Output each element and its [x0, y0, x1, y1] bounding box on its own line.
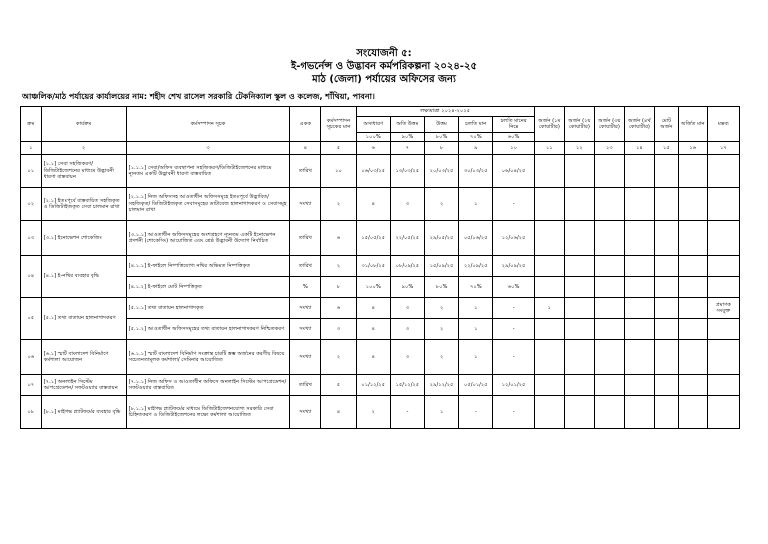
row-total [654, 298, 678, 319]
row-weight: ২ [321, 340, 356, 375]
row-q3 [594, 375, 624, 396]
row-target-3: ২ [425, 340, 459, 375]
row-target-2: ১৫/১২/২৫ [390, 375, 424, 396]
table-header-row [21, 107, 740, 117]
col-header-q1: অর্জন (১ম কোয়ার্টার) [534, 107, 564, 142]
row-indicator: [২.১.১] নিজ অফিসসহ আওতাধীন অফিসসমূহে ইতঃপূর্বে উদ্ভাবিত/সহজিকৃত/ ডিজিটাইজকৃত সেবাসমূহের ডাটাবেজ হালনাগাদকরণ ও সেবাসমূহ চালমান রাখা [126, 188, 290, 221]
row-q3 [594, 256, 624, 277]
row-indicator: [৪.১.১] ই-ফাইলে নিষ্পত্তিযোগ্য নথির অভিমত নিষ্পত্তিকৃত [126, 256, 290, 277]
row-target-4: ৩০/০৩/২৫ [459, 155, 493, 188]
row-remarks [707, 340, 739, 375]
row-q2 [564, 188, 594, 221]
column-number: ১৭ [707, 142, 739, 155]
row-remarks [707, 375, 739, 396]
col-header-p2: ৯০% [390, 132, 424, 142]
column-number: ৫ [321, 142, 356, 155]
table-row [21, 221, 740, 256]
column-number: ১১ [534, 142, 564, 155]
column-number: ১২ [564, 142, 594, 155]
row-unit: সংখ্যা [290, 340, 321, 375]
row-activity: [৪.১] ই-নথির ব্যবহার বৃদ্ধি [41, 256, 126, 298]
col-header-target-group: লক্ষ্যমাত্রা ২০২৪-২০২৫ [356, 107, 534, 117]
row-q4 [624, 375, 654, 396]
row-target-2: ০৮/০৯/২৫ [390, 256, 424, 277]
row-unit: সংখ্যা [290, 298, 321, 319]
row-score [678, 396, 707, 429]
row-target-5: - [493, 340, 534, 375]
row-target-1: ০৬/০৩/২৫ [356, 155, 390, 188]
row-remarks [707, 277, 739, 298]
row-q2 [564, 221, 594, 256]
column-number: ২ [41, 142, 126, 155]
row-indicator: [১.১.১] সেবা/অফিস ব্যবস্থাপনা সহজিকরণ/ডিজিটাইজেশনের মাধ্যমে ন্যূনতম একটি উদ্ভাবনী ধারণা বাস্তবায়িত [126, 155, 290, 188]
row-total [654, 396, 678, 429]
row-q2 [564, 340, 594, 375]
row-target-2: - [390, 396, 424, 429]
row-remarks [707, 256, 739, 277]
row-indicator: [৬.১.১] স্মার্ট বাংলাদেশ বিনির্মাণ সংক্রান্ত চারটি স্তম্ভ অর্জনের করণীয় বিষয়ে সচেতনতামূলক কর্মশালা/ সেমিনার আয়োজিত [126, 340, 290, 375]
column-number: ১৫ [654, 142, 678, 155]
row-q2 [564, 319, 594, 340]
col-header-unit: একক [290, 107, 321, 142]
row-target-5: - [493, 298, 534, 319]
column-number: ১০ [493, 142, 534, 155]
row-unit: % [290, 277, 321, 298]
row-target-4: ১ [459, 298, 493, 319]
row-unit: তারিখ [290, 155, 321, 188]
row-sl: ০২ [21, 188, 42, 221]
row-sl: ০৫ [21, 298, 42, 340]
row-remarks [707, 396, 739, 429]
row-activity: [৭.১] অনলাইন সিস্টেম আপগ্রেডেশন/ সফটওয়্যার বাস্তবায়ন [41, 375, 126, 396]
row-q3 [594, 155, 624, 188]
row-indicator: [৭.১.১] নিজ অফিস ও আওতাধীন অফিসে অনলাইন সিস্টেম আপগ্রেডেশন/ সফটওয়্যার বাস্তবায়িত [126, 375, 290, 396]
row-q1 [534, 155, 564, 188]
row-score [678, 188, 707, 221]
row-total [654, 277, 678, 298]
row-target-1: ৪ [356, 298, 390, 319]
row-target-3: ৮০% [425, 277, 459, 298]
row-unit: তারিখ [290, 256, 321, 277]
row-indicator: [৫.১.২] আওতাধীন অফিসসমূহের তথ্য বাতায়ন হালনাগাদকরণ নিশ্চিতকরণ [126, 319, 290, 340]
row-target-1: ১৫/০৫/২৫ [356, 221, 390, 256]
row-target-4: ১ [459, 188, 493, 221]
col-header-t5: চলতি মানের নিম্নে [493, 116, 534, 132]
row-target-3: ১ [425, 396, 459, 429]
row-activity: [২.১] ইতঃপূর্বে বাস্তবায়িত সহজিকৃত ও ডিজিটাইজকৃত সেবা চালমান রাখা [41, 188, 126, 221]
row-target-5: ২৯/০৯/২৫ [493, 256, 534, 277]
row-target-3: ২ [425, 188, 459, 221]
row-indicator: [৩.১.১] আওতাধীন অফিসসমূহের অংশগ্রহণে ন্যূনতম একটি ইনোভেশন প্রদর্শনী (শোকেসিং) আয়োজিত এবং শ্রেষ্ঠ উদ্ভাবনী উদ্যোগ নির্বাচিত [126, 221, 290, 256]
row-q3 [594, 277, 624, 298]
col-header-t3: উত্তম [425, 116, 459, 132]
row-q1 [534, 221, 564, 256]
row-target-4: ১ [459, 319, 493, 340]
row-score [678, 319, 707, 340]
row-total [654, 256, 678, 277]
row-sl: ০১ [21, 155, 42, 188]
row-q1 [534, 319, 564, 340]
row-q4 [624, 256, 654, 277]
row-score [678, 277, 707, 298]
office-name: আঞ্চলিক/মাঠ পর্যায়ের কার্যালয়ের নাম: শহীদ শেখ রাসেল সরকারি টেকনিক্যাল স্কুল ও কলেজ, শাঁথিয়া, পাবনা। [22, 92, 375, 101]
col-header-sl: ক্রম [21, 107, 42, 142]
row-q4 [624, 298, 654, 319]
row-q4 [624, 221, 654, 256]
row-weight: ১০ [321, 155, 356, 188]
col-header-score: অর্জিত মান [678, 107, 707, 142]
column-number: ১৪ [624, 142, 654, 155]
document-title: ই-গভর্নেন্স ও উদ্ভাবন কর্মপরিকল্পনা ২০২৪-২৫ [291, 61, 477, 72]
row-remarks: প্রমাণক সংযুক্ত [707, 298, 739, 319]
col-header-total: মোট অর্জন [654, 107, 678, 142]
row-q1 [534, 256, 564, 277]
row-target-5: ১২/০৬/২৫ [493, 221, 534, 256]
row-q1 [534, 396, 564, 429]
row-score [678, 375, 707, 396]
col-header-q2: অর্জন (২য় কোয়ার্টার) [564, 107, 594, 142]
row-q2 [564, 155, 594, 188]
row-weight: ৩ [321, 319, 356, 340]
row-q3 [594, 221, 624, 256]
row-q1 [534, 375, 564, 396]
table-row [21, 155, 740, 188]
row-score [678, 155, 707, 188]
row-weight: ২ [321, 256, 356, 277]
row-total [654, 375, 678, 396]
row-score [678, 340, 707, 375]
row-target-5: - [493, 396, 534, 429]
col-header-t1: অসাধারণ [356, 116, 390, 132]
row-weight: ৪ [321, 396, 356, 429]
col-header-p5: ৬০% [493, 132, 534, 142]
row-q2 [564, 396, 594, 429]
row-target-4: - [459, 396, 493, 429]
row-indicator: [৮.১.১] মাইগভ প্ল্যাটফর্মের মাধ্যমে ডিজিটাইজেশনযোগ্য সরকারি সেবা চিহ্নিতকরণ ও ডিজিটাইজেশনের লক্ষ্যে কর্মশালা আয়োজিত [126, 396, 290, 429]
col-header-indicator: কর্মসম্পাদন সূচক [126, 107, 290, 142]
row-target-5: - [493, 319, 534, 340]
table-row [21, 375, 740, 396]
row-target-3: ২ [425, 298, 459, 319]
row-target-3: ১৫/০৯/২৫ [425, 256, 459, 277]
row-target-4: ৭০% [459, 277, 493, 298]
row-unit: সংখ্যা [290, 319, 321, 340]
row-score [678, 298, 707, 319]
row-q4 [624, 188, 654, 221]
row-total [654, 319, 678, 340]
row-q4 [624, 155, 654, 188]
col-header-t2: অতি উত্তম [390, 116, 424, 132]
document-subtitle: মাঠ (জেলা) পর্যায়ের অফিসের জন্য [312, 74, 456, 85]
column-number: ১৩ [594, 142, 624, 155]
row-q1 [534, 277, 564, 298]
row-sl: ০৭ [21, 375, 42, 396]
row-q1 [534, 340, 564, 375]
table-row [21, 396, 740, 429]
row-remarks [707, 221, 739, 256]
row-target-1: ৪ [356, 188, 390, 221]
col-header-q4: অর্জন (৪র্থ কোয়ার্টার) [624, 107, 654, 142]
column-number: ১৬ [678, 142, 707, 155]
row-indicator: [৫.১.১] তথ্য বাতায়ন হালনাগাদকৃত [126, 298, 290, 319]
row-target-1: ৩১/০৮/২৫ [356, 256, 390, 277]
row-target-2: ৩ [390, 340, 424, 375]
row-activity: [৫.১] তথ্য বাতায়ন হালনাগাদকরণ [41, 298, 126, 340]
row-target-3: ২ [425, 319, 459, 340]
row-q1 [534, 188, 564, 221]
row-weight: ৫ [321, 375, 356, 396]
appendix-label: সংযোজনী ৫: [356, 48, 412, 59]
row-target-2: ৩ [390, 188, 424, 221]
row-target-2: ৩ [390, 319, 424, 340]
row-target-5: ০৬/০৪/২৫ [493, 155, 534, 188]
row-target-1: ০১/১২/২৫ [356, 375, 390, 396]
row-sl: ০৩ [21, 221, 42, 256]
col-header-p1: ১০০% [356, 132, 390, 142]
row-q4 [624, 396, 654, 429]
row-score [678, 221, 707, 256]
row-sl: ০৬ [21, 340, 42, 375]
row-weight: ৮ [321, 277, 356, 298]
row-total [654, 221, 678, 256]
action-plan-table [20, 106, 740, 429]
row-indicator: [৪.১.২] ই-ফাইলে মোট নিষ্পত্তিকৃত [126, 277, 290, 298]
row-total [654, 340, 678, 375]
row-q2 [564, 277, 594, 298]
row-q4 [624, 319, 654, 340]
row-target-4: ২২/০৯/২৫ [459, 256, 493, 277]
row-q4 [624, 340, 654, 375]
row-sl: ০৪ [21, 256, 42, 298]
table-row [21, 298, 740, 319]
row-q3 [594, 396, 624, 429]
row-target-5: - [493, 188, 534, 221]
row-remarks [707, 319, 739, 340]
col-header-p4: ৭০% [459, 132, 493, 142]
row-q2 [564, 375, 594, 396]
row-unit: সংখ্যা [290, 396, 321, 429]
row-q2 [564, 298, 594, 319]
row-q3 [594, 340, 624, 375]
row-target-3: ২০/০৩/২৫ [425, 155, 459, 188]
row-target-5: ৬০% [493, 277, 534, 298]
table-row [21, 319, 740, 340]
col-header-weight: কর্মসম্পাদন সূচকের মান [321, 107, 356, 142]
row-unit: সংখ্যা [290, 188, 321, 221]
col-header-activity: কার্যক্রম [41, 107, 126, 142]
row-target-4: ০৫/০৬/২৫ [459, 221, 493, 256]
row-total [654, 155, 678, 188]
row-target-1: ৪ [356, 319, 390, 340]
row-unit: তারিখ [290, 375, 321, 396]
row-activity: [৩.১] ইনোভেশন শোকেজিং [41, 221, 126, 256]
row-q3 [594, 319, 624, 340]
row-weight: ৬ [321, 298, 356, 319]
row-target-2: ২২/০৫/২৫ [390, 221, 424, 256]
row-target-4: ০৫/০১/২৫ [459, 375, 493, 396]
col-header-remarks: মন্তব্য [707, 107, 739, 142]
row-remarks [707, 188, 739, 221]
row-total [654, 188, 678, 221]
row-q3 [594, 188, 624, 221]
row-target-2: ৯০% [390, 277, 424, 298]
column-number: ৪ [290, 142, 321, 155]
row-target-3: ২৯/০৫/২৫ [425, 221, 459, 256]
row-target-1: ২ [356, 396, 390, 429]
column-number-row [21, 142, 740, 155]
row-q4 [624, 277, 654, 298]
column-number: ৮ [425, 142, 459, 155]
column-number: ৯ [459, 142, 493, 155]
row-target-2: ৩ [390, 298, 424, 319]
row-target-3: ২৯/১২/২৫ [425, 375, 459, 396]
column-number: ৬ [356, 142, 390, 155]
row-q3 [594, 298, 624, 319]
table-row [21, 277, 740, 298]
row-q2 [564, 256, 594, 277]
table-row [21, 256, 740, 277]
column-number: ৭ [390, 142, 424, 155]
row-target-1: ১০০% [356, 277, 390, 298]
row-score [678, 256, 707, 277]
table-row [21, 188, 740, 221]
row-sl: ০৮ [21, 396, 42, 429]
row-target-5: ১২/০১/২৫ [493, 375, 534, 396]
row-target-2: ১৩/০৩/২৫ [390, 155, 424, 188]
row-target-4: ১ [459, 340, 493, 375]
column-number: ৩ [126, 142, 290, 155]
col-header-q3: অর্জন (৩য় কোয়ার্টার) [594, 107, 624, 142]
col-header-p3: ৮০% [425, 132, 459, 142]
row-activity: [১.১] সেবা সহজিকরণ/ ডিজিটাইজেশনের মাধ্যমে উদ্ভাবনী ধারণা বাস্তবায়ন [41, 155, 126, 188]
table-row [21, 340, 740, 375]
row-q1: ১ [534, 298, 564, 319]
row-activity: [৮.১] মাইগভ প্ল্যাটফর্মের ব্যবহার বৃদ্ধি [41, 396, 126, 429]
row-weight: ৬ [321, 221, 356, 256]
row-target-1: ৪ [356, 340, 390, 375]
row-activity: [৬.১] স্মার্ট বাংলাদেশ বিনির্মাণে কর্মশালা আয়োজন [41, 340, 126, 375]
row-unit: তারিখ [290, 221, 321, 256]
row-weight: ২ [321, 188, 356, 221]
col-header-t4: চলতি মান [459, 116, 493, 132]
column-number: ১ [21, 142, 42, 155]
row-remarks [707, 155, 739, 188]
